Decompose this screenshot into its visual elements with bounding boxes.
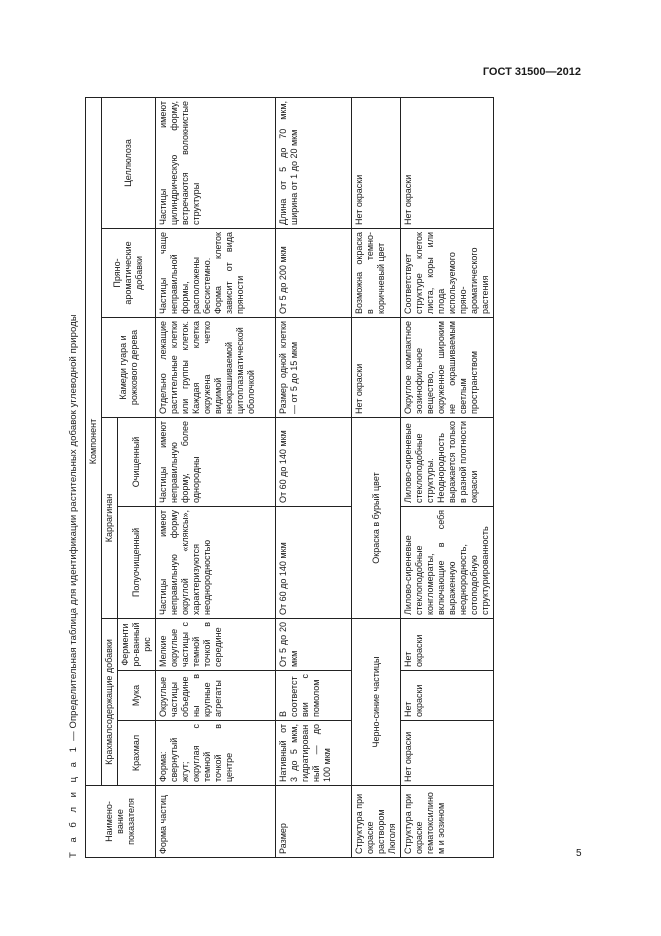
cell-carr-pure: Лилово-сиреневые стеклоподобные структуры. Неоднородность выражается только в разной плотности окраски [401,418,494,507]
cell-spice: Возможна окраска в темно-коричневый цвет [352,229,401,318]
cell-guar: Округлое компактное эозинофильное вещество, окруженное широким не окрашиваемым светлым пространством [401,318,494,418]
table-row [401,97,494,857]
cell-carr-semi: Лилово-сиреневые стеклоподобные конгломераты, включающие в себя выраженную неоднородность, сотоподобную структурированность [401,507,494,619]
cell-spice: От 5 до 200 мкм [276,229,352,318]
col-header-spice: Пряно-ароматические добавки [102,229,156,318]
cell-starch: Форма: свернутый жгут; округлая с темной точкой в центре [156,721,276,786]
row-indicator: Размер [276,786,352,858]
cell-guar: Размер одной клетки — от 5 до 15 мкм [276,318,352,418]
col-header-cellulose: Целлюлоза [102,97,156,228]
cell-rice: Нет окраски [401,619,494,671]
cell-carr-pure: Частицы имеют неправильную форму, более однородны [156,418,276,507]
cell-spice: Частицы чаще неправильной формы, расположены бессистемно. Форма клеток зависит от вида пряности [156,229,276,318]
component-header: Компонент [86,97,102,785]
cell-carr-semi: От 60 до 140 мкм [276,507,352,619]
identification-table [85,97,494,858]
row-indicator: Структура при окраске раствором Люголя [352,786,401,858]
caption-text: — Определительная таблица для идентификации растительных добавок углеводной природы [68,314,79,744]
cell-guar: Нет окраски [352,318,401,418]
standard-header: ГОСТ 31500—2012 [482,66,581,78]
rotated-table-block [67,98,579,858]
header-row-1 [86,97,102,857]
cell-cellulose: Частицы имеют цилиндрическую форму, встречаются волокнистые структуры [156,97,276,228]
table-row [276,97,352,857]
col-header-carr-semi: Полуочищенный [118,507,156,619]
cell-spice: Соответствует структуре клеток листа, коры или плода используемого пряно-ароматического растения [401,229,494,318]
col-header-guar: Камеди гуара и рожкового дерева [102,318,156,418]
row-indicator: Структура при окраске гематоксилином и эозином [401,786,494,858]
col-header-rice: Ферментиро-ванный рис [118,619,156,671]
cell-rice: От 5 до 20 мкм [276,619,352,671]
cell-starch: Нативный от 3 до 5 мкм, гидратированный — до 100 мкм [276,721,352,786]
page-number: 5 [576,848,582,859]
cell-rice: Мелкие округлые частицы с темной точкой в середине [156,619,276,671]
cell-cellulose: Нет окраски [352,97,401,228]
cell-starch-merged: Черно-синие частицы [352,619,401,786]
cell-carr-merged: Окраска в бурый цвет [352,418,401,619]
col-header-flour: Мука [118,671,156,721]
header-row-2 [102,97,118,857]
cell-flour: Округлые частицы объединены в крупные агрегаты [156,671,276,721]
table-row [156,97,276,857]
starch-group-header: Крахмалсодержащие добавки [102,619,118,786]
cell-carr-semi: Частицы имеют неправильную форму округлой «кляксы», характеризуются неоднородностью [156,507,276,619]
cell-carr-pure: От 60 до 140 мкм [276,418,352,507]
carrageenan-group-header: Каррагинан [102,418,118,619]
indicator-header: Наимено-вание показателя [86,786,156,858]
table-row [352,97,401,857]
cell-flour: В соответствии с помолом [276,671,352,721]
row-indicator: Форма частиц [156,786,276,858]
caption-label: Т а б л и ц а 1 [68,743,79,858]
cell-cellulose: Нет окраски [401,97,494,228]
cell-cellulose: Длина от 5 до 70 мкм, ширина от 1 до 20 мкм [276,97,352,228]
table-caption [67,98,85,858]
cell-guar: Отдельно лежащие растительные клетки или группы клеток. Каждая клетка окружена четко видимой неокрашиваемой цитоплазматической оболочкой [156,318,276,418]
col-header-starch: Крахмал [118,721,156,786]
col-header-carr-pure: Очищенный [118,418,156,507]
cell-flour: Нет окраски [401,671,494,721]
cell-starch: Нет окраски [401,721,494,786]
